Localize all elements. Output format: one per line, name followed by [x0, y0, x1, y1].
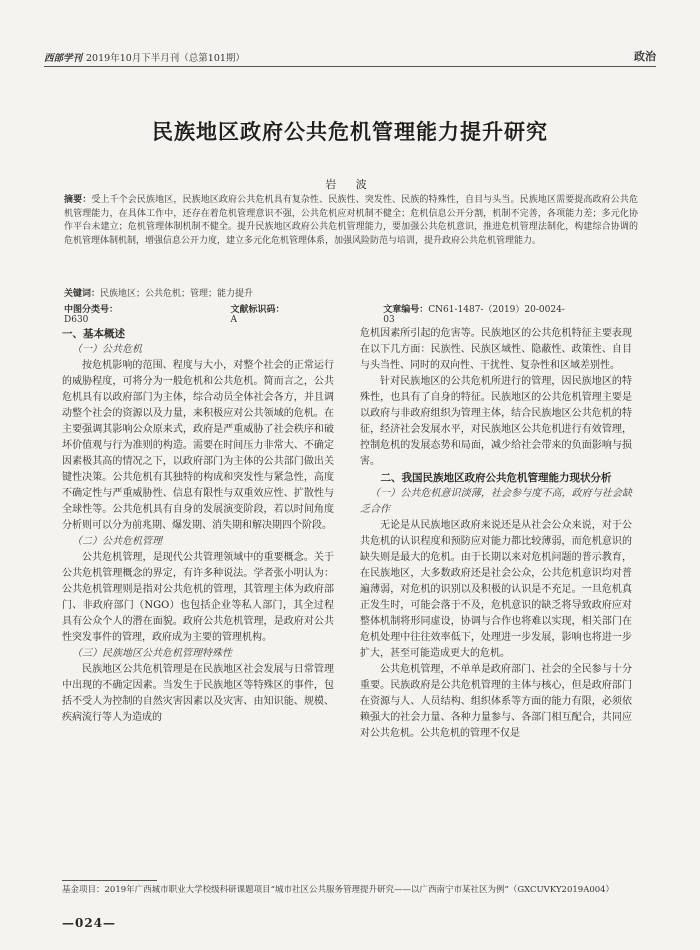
- page-number: —024—: [62, 916, 117, 930]
- funding-footnote: 基金项目：2019年广西城市职业大学校级科研课题项目“城市社区公共服务管理提升研究——以广西南宁市某社区为例”（GXCUVKY2019A004）: [62, 885, 615, 895]
- section-label: 政治: [634, 50, 656, 63]
- keywords-label: 关键词：: [64, 289, 101, 299]
- keywords: [64, 286, 638, 299]
- id-value: CN61-1487-（2019）20-0024-03: [383, 305, 565, 325]
- running-header: [44, 48, 656, 64]
- paragraph: 公共危机管理，不单单是政府部门、社会的全民参与十分重要。民族政府是公共危机管理的主体与核心，但是政府部门在资源与人、人员结构、组织体系等方面的能力有限，必须依赖强大的社会力量、各种力量参与、各部门相互配合，共同应对公共危机。公共危机的管理不仅是: [360, 664, 632, 739]
- footnote-rule: [62, 880, 157, 881]
- clc-code: [64, 302, 171, 325]
- abstract-label: 摘要：: [64, 195, 92, 205]
- subsection-heading: （二）公共危机管理: [72, 536, 162, 547]
- abstract-text: 受上千个会民族地区，民族地区政府公共危机具有复杂性、民族性、突发性、民族的特殊性，自目与头当。民族地区需要提高政府公共危机管理能力，在具体工作中，还存在着危机管理意识不强，公共危机应对机制不健全；危机信息公开分割，机制不完善，各项能力差；多元化协作平台未建立；危机管理体制机制不健全。提升民族地区政府公共危机管理能力，要加强公共危机意识，推进危机管理法制化，构建综合协调的危机管理体制机制，增强信息公开力度，建立多元化危机管理体系，加强风险防范与培训，提升政府公共危机管理能力。: [64, 195, 638, 246]
- paragraph: 危机因素所引起的危害等。民族地区的公共危机特征主要表现在以下几方面：民族性、民族区域性、隐蔽性、政策性、自目与头当性、同时的双向性、干扰性、复杂性和区域差别性。: [360, 328, 632, 371]
- right-column: [360, 326, 632, 742]
- classification-row: [64, 302, 638, 325]
- clc-value: D630: [64, 315, 89, 325]
- doc-label: 文献标识码：: [230, 305, 285, 315]
- paragraph: 无论是从民族地区政府来说还是从社会公众来说，对于公共危机的认识程度和预防应对能力都比较薄弱，而危机意识的缺失则是最大的危机。由于长期以来对危机问题的普示教育，在民族地区，大多数政府还是社会公众，公共危机意识均对普遍薄弱，对危机的识别以及积极的认识是不充足。一旦危机真正发生时，可能会落于不及，危机意识的缺乏将导致政府应对整体机制将形同虚设，协调与合作也将难以实现，相关部门在危机处理中往往效率低下，处理进一步发展，影响也将进一步扩大，甚至可能造成更大的危机。: [360, 520, 632, 659]
- paragraph: 民族地区公共危机管理是在民族地区社会发展与日常管理中出现的不确定因素。当发生于民族地区等特殊区的事件，包括不受人为控制的自然灾害因素以及灾害、由知识能、规模、疾病流行等人为造成的: [62, 664, 334, 723]
- clc-label: 中图分类号：: [64, 305, 119, 315]
- journal-issue: [44, 50, 245, 64]
- paragraph: 针对民族地区的公共危机所进行的管理，因民族地区的特殊性，也具有了自身的特征。民族地区的公共危机管理主要是以政府与非政府组织为管理主体，结合民族地区公共危机的特征，经济社会发展水平，对民族地区公共危机进行有效管理，控制危机的发展态势和局面，减少给社会带来的负面影响与损害。: [360, 376, 632, 467]
- section-heading: 一、基本概述: [62, 328, 125, 340]
- article-title: 民族地区政府公共危机管理能力提升研究: [152, 119, 548, 144]
- id-label: 文章编号：: [383, 305, 429, 315]
- left-column: [62, 326, 334, 726]
- abstract: [64, 194, 638, 248]
- issue-info: 2019年10月下半月刊（总第101期）: [86, 53, 245, 64]
- journal-name: 西部学刊: [44, 53, 83, 64]
- keywords-text: 民族地区；公共危机；管理；能力提升: [100, 289, 254, 299]
- paragraph: 公共危机管理，是现代公共管理领域中的重要概念。关于公共危机管理概念的界定，有许多种说法。学者张小明认为：公共危机管理则是指对公共危机的管理，其管理主体为政府部门、非政府部门（NGO）也包括企业等私人部门，其全过程具有公众个人的潜在面貌。政府公共危机管理，是政府对公共性突发事件的管理，政府成为主要的管理机构。: [62, 552, 334, 643]
- doc-code: [231, 302, 324, 325]
- subsection-heading: （三）民族地区公共危机管理特殊性: [72, 648, 232, 659]
- subsection-heading: （一）公共危机意识淡薄，社会参与度不高，政府与社会缺乏合作: [360, 488, 632, 515]
- doc-value: A: [230, 315, 238, 325]
- header-rule: [44, 66, 656, 67]
- section-heading: 二、我国民族地区政府公共危机管理能力现状分析: [380, 472, 612, 484]
- subsection-heading: （一）公共危机: [72, 344, 142, 355]
- article-id: [383, 302, 578, 325]
- author-name: 岩 波: [325, 178, 375, 191]
- paragraph: 按危机影响的范围、程度与大小，对整个社会的正常运行的威胁程度，可将分为一般危机和公共危机。简而言之，公共危机具有以政府部门为主体，综合动员全体社会各方，并且调动整个社会的资源以及力量，来积极应对公共领域的危机。在主要强调其影响公众原来式，政府是严重威胁了社会秩序和破坏价值观与行为准则的构造。需要在时间压力非常大、不确定因素极其高的情况之下，以政府部门为主体的公共部门做出关键性决策。公共危机有其独特的构成和突发性与紧急性，高度不确定性与严重威胁性、信息有限性与双重效应性、扩散性与全球性等。公共危机具有自身的发展演变阶段，若以时间角度分析则可以分为前兆期、爆发期、消失期和解决期四个阶段。: [62, 360, 334, 531]
